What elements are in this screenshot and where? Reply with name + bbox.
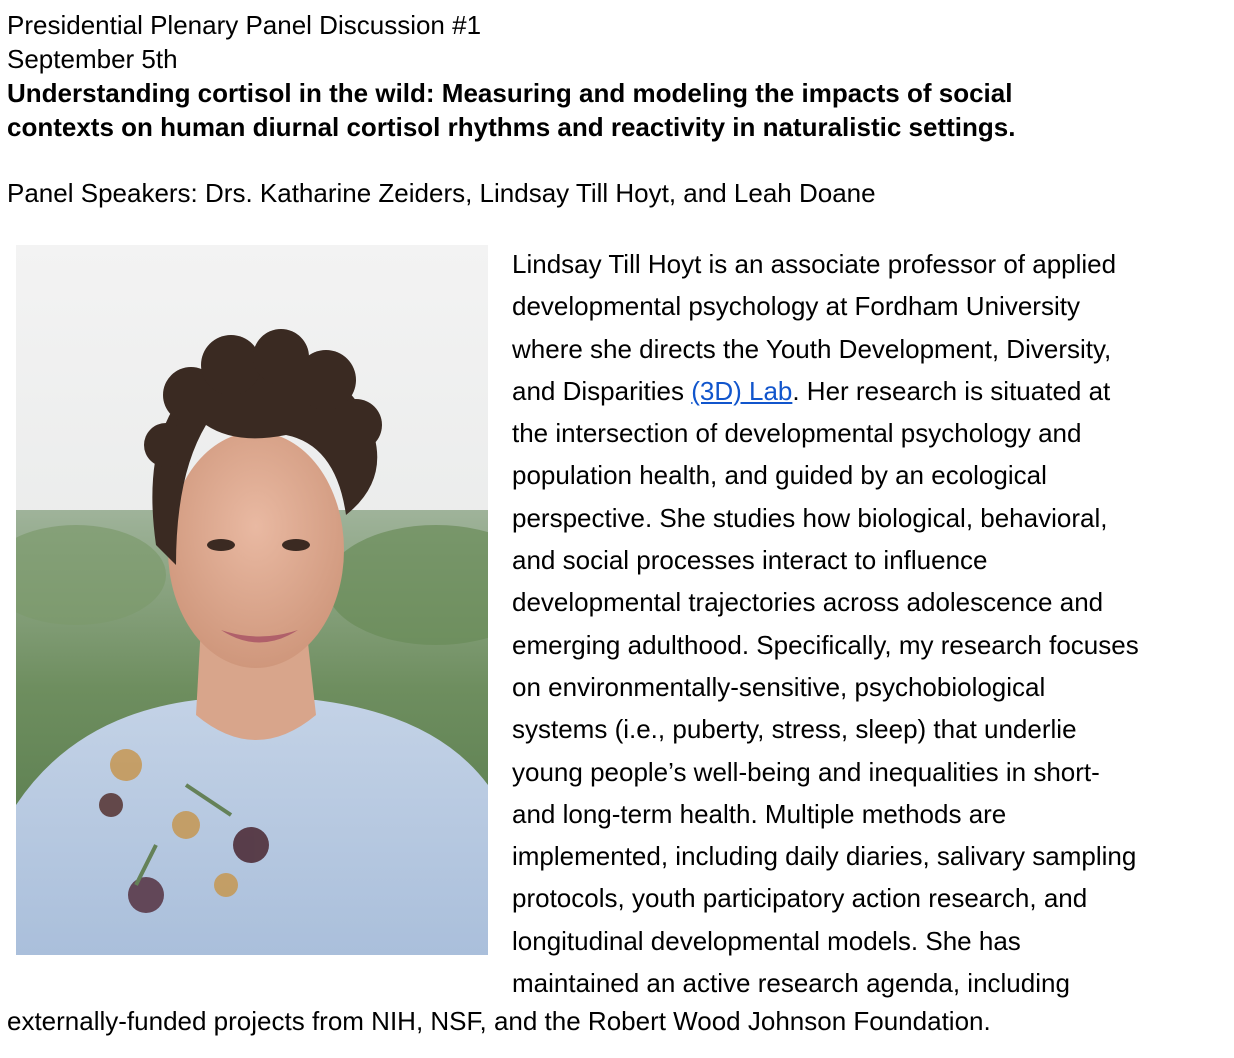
event-title: Presidential Plenary Panel Discussion #1: [7, 10, 482, 40]
bio-line: on environmentally-sensitive, psychobiological: [512, 671, 1046, 702]
speaker-bio: [512, 243, 1232, 1004]
bio-line: implemented, including daily diaries, salivary sampling: [512, 841, 1137, 872]
bio-line: population health, and guided by an ecological: [512, 460, 1047, 491]
speaker-portrait-photo: [16, 245, 488, 955]
bio-line: and long-term health. Multiple methods are: [512, 798, 1007, 829]
bio-line: the intersection of developmental psychology and: [512, 418, 1082, 449]
session-title-line-2: contexts on human diurnal cortisol rhythms and reactivity in naturalistic settings.: [7, 112, 1016, 142]
panel-speakers: Panel Speakers: Drs. Katharine Zeiders, Lindsay Till Hoyt, and Leah Doane: [7, 178, 876, 208]
bio-line: where she directs the Youth Development, Diversity,: [512, 333, 1112, 364]
bio-last-line: externally-funded projects from NIH, NSF, and the Robert Wood Johnson Foundation.: [7, 1006, 991, 1036]
bio-line: young people’s well-being and inequalities in short-: [512, 756, 1100, 787]
bio-text: . Her research is situated at: [792, 375, 1111, 406]
bio-line: perspective. She studies how biological, behavioral,: [512, 502, 1108, 533]
bio-line: and social processes interact to influence: [512, 545, 988, 576]
bio-line: developmental trajectories across adolescence and: [512, 587, 1104, 618]
bio-line: longitudinal developmental models. She has: [512, 925, 1021, 956]
bio-line: Lindsay Till Hoyt is an associate professor of applied: [512, 249, 1117, 279]
bio-line: emerging adulthood. Specifically, my research focuses: [512, 629, 1139, 660]
bio-line: [512, 370, 1232, 412]
event-date: September 5th: [7, 44, 178, 74]
session-title-line-1: Understanding cortisol in the wild: Measuring and modeling the impacts of social: [7, 78, 1013, 108]
bio-line: protocols, youth participatory action research, and: [512, 883, 1088, 914]
bio-line: maintained an active research agenda, including: [512, 968, 1070, 999]
bio-text: and Disparities: [512, 375, 692, 406]
bio-line: developmental psychology at Fordham University: [512, 291, 1080, 322]
lab-link[interactable]: (3D) Lab: [691, 375, 793, 406]
portrait-illustration: [16, 245, 488, 955]
bio-line: systems (i.e., puberty, stress, sleep) that underlie: [512, 714, 1077, 745]
